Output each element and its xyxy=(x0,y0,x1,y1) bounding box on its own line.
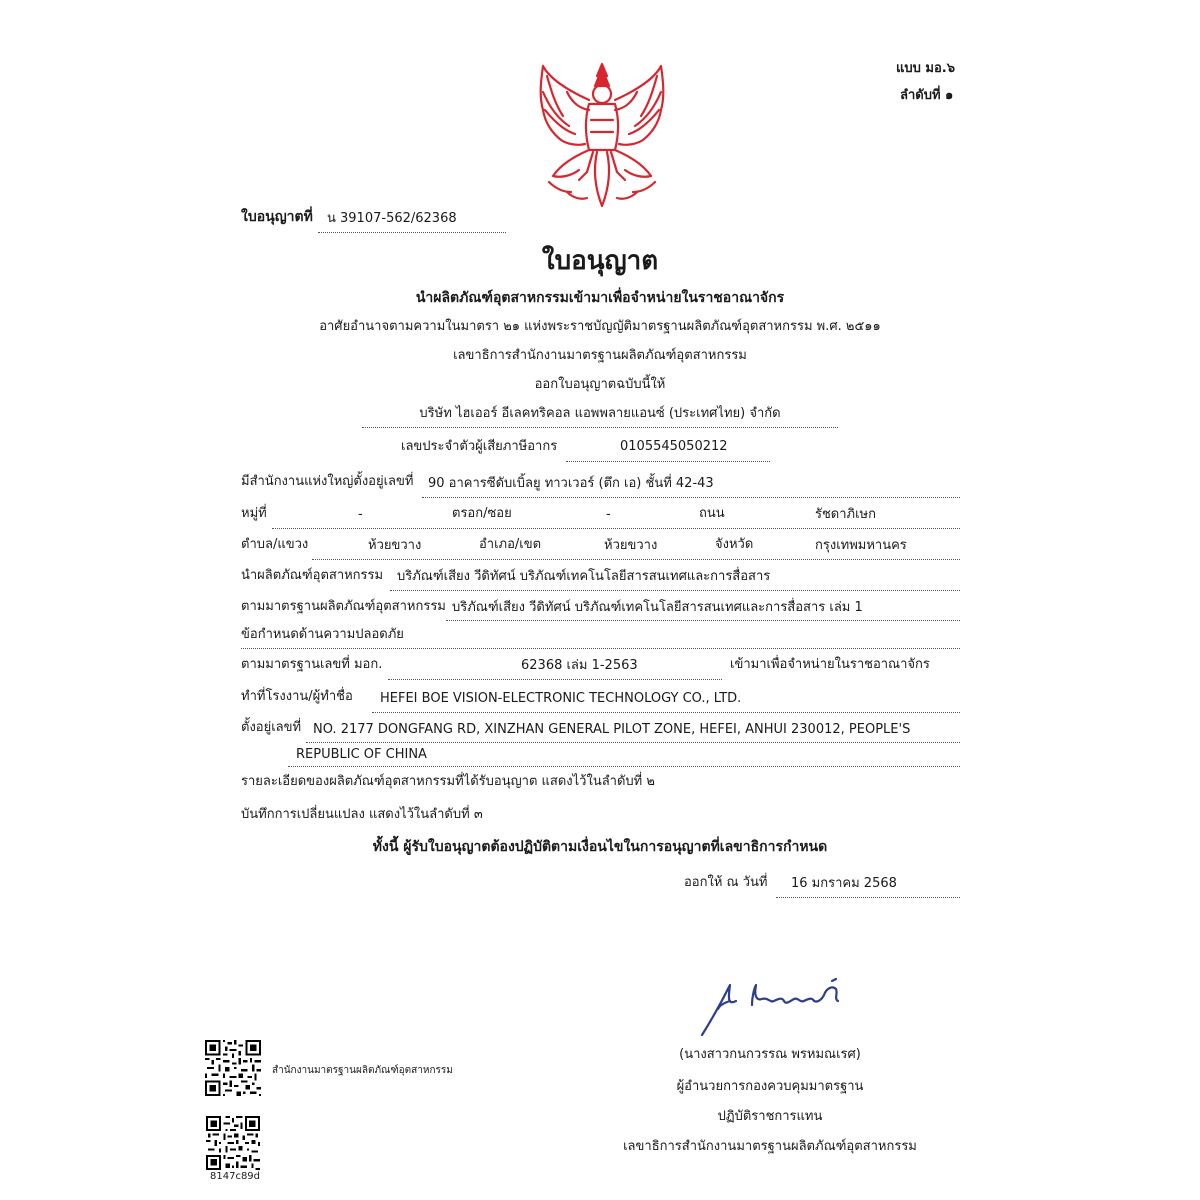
soi-label: ตรอก/ซอย xyxy=(452,506,512,521)
standard-label: ตามมาตรฐานผลิตภัณฑ์อุตสาหกรรม xyxy=(241,599,446,614)
detail-note: รายละเอียดของผลิตภัณฑ์อุตสาหกรรมที่ได้รับอนุญาต แสดงไว้ในลำดับที่ ๒ xyxy=(241,774,655,789)
form-order: ลำดับที่ ๑ xyxy=(900,88,954,103)
maker-label: ทำที่โรงงาน/ผู้ทำชื่อ xyxy=(241,689,353,704)
license-title: ใบอนุญาต xyxy=(541,246,659,276)
qr-code-text: 8147c89d xyxy=(210,1171,261,1182)
product-value: บริภัณฑ์เสียง วีดิทัศน์ บริภัณฑ์เทคโนโลยีสารสนเทศและการสื่อสาร xyxy=(397,569,771,584)
condition-note: ทั้งนี้ ผู้รับใบอนุญาตต้องปฏิบัติตามเงื่อนไขในการอนุญาตที่เลขาธิการกำหนด xyxy=(372,839,828,855)
moo-label: หมู่ที่ xyxy=(241,506,267,521)
tis-value: 62368 เล่ม 1-2563 xyxy=(521,658,638,673)
standard-dotline xyxy=(446,620,960,621)
issue-line: ออกใบอนุญาตฉบับนี้ให้ xyxy=(534,377,666,392)
standard-value: บริภัณฑ์เสียง วีดิทัศน์ บริภัณฑ์เทคโนโลยีสารสนเทศและการสื่อสาร เล่ม 1 xyxy=(452,600,863,615)
license-number-label: ใบอนุญาตที่ xyxy=(241,209,313,225)
signatory-name: (นางสาวกนกวรรณ พรหมณเรศ) xyxy=(679,1047,861,1062)
garuda-emblem-icon xyxy=(527,60,677,212)
maker-dotline xyxy=(372,712,960,713)
tis-label: ตามมาตรฐานเลขที่ มอก. xyxy=(241,657,383,672)
issued-date-value: 16 มกราคม 2568 xyxy=(791,876,897,891)
tis-dotline xyxy=(388,679,722,680)
hq-label: มีสำนักงานแห่งใหญ่ตั้งอยู่เลขที่ xyxy=(241,474,414,489)
moo-value: - xyxy=(358,507,363,522)
factory-addr-value1: NO. 2177 DONGFANG RD, XINZHAN GENERAL PILOT ZONE, HEFEI, ANHUI 230012, PEOPLE'S xyxy=(313,722,911,737)
tax-id-label: เลขประจำตัวผู้เสียภาษีอากร xyxy=(401,439,558,454)
factory-addr-label: ตั้งอยู่เลขที่ xyxy=(241,720,302,735)
tis-suffix: เข้ามาเพื่อจำหน่ายในราชอาณาจักร xyxy=(730,657,930,672)
signatory-office: เลขาธิการสำนักงานมาตรฐานผลิตภัณฑ์อุตสาหกรรม xyxy=(623,1139,917,1154)
license-subtitle: นำผลิตภัณฑ์อุตสาหกรรมเข้ามาเพื่อจำหน่ายในราชอาณาจักร xyxy=(415,290,785,306)
form-code: แบบ มอ.๖ xyxy=(896,61,955,76)
hq-value: 90 อาคารซีดับเบิ้ลยู ทาวเวอร์ (ตึก เอ) ชั้นที่ 42-43 xyxy=(428,476,714,491)
soi-value: - xyxy=(606,507,611,522)
moo-dotline xyxy=(272,528,960,529)
qr-code-icon xyxy=(205,1040,261,1096)
factory-addr-value2: REPUBLIC OF CHINA xyxy=(296,747,427,762)
standard-cont-dotline xyxy=(241,648,960,649)
tambon-dotline xyxy=(312,559,960,560)
qr-caption: สำนักงานมาตรฐานผลิตภัณฑ์อุตสาหกรรม xyxy=(272,1065,453,1076)
license-number-dotline xyxy=(318,232,506,233)
tambon-label: ตำบล/แขวง xyxy=(241,537,309,552)
province-value: กรุงเทพมหานคร xyxy=(815,538,907,553)
road-value: รัชดาภิเษก xyxy=(815,507,877,522)
amphoe-value: ห้วยขวาง xyxy=(604,538,658,553)
issued-date-dotline xyxy=(776,897,960,898)
province-label: จังหวัด xyxy=(715,537,754,552)
company-name: บริษัท ไฮเออร์ อีเลคทริคอล แอพพลายแอนซ์ (ประเทศไทย) จำกัด xyxy=(419,406,781,421)
maker-value: HEFEI BOE VISION-ELECTRONIC TECHNOLOGY CO., LTD. xyxy=(380,691,742,706)
standard-value-cont: ข้อกำหนดด้านความปลอดภัย xyxy=(241,627,404,642)
road-label: ถนน xyxy=(699,506,725,521)
issued-date-label: ออกให้ ณ วันที่ xyxy=(684,875,768,890)
secretary-line: เลขาธิการสำนักงานมาตรฐานผลิตภัณฑ์อุตสาหกรรม xyxy=(453,348,747,363)
product-dotline xyxy=(390,590,960,591)
hq-dotline xyxy=(422,497,960,498)
tambon-value: ห้วยขวาง xyxy=(368,538,422,553)
signatory-position: ผู้อำนวยการกองควบคุมมาตรฐาน xyxy=(676,1079,864,1094)
authority-line: อาศัยอำนาจตามความในมาตรา ๒๑ แห่งพระราชบัญญัติมาตรฐานผลิตภัณฑ์อุตสาหกรรม พ.ศ. ๒๕๑๑ xyxy=(319,319,881,334)
signatory-acting: ปฏิบัติราชการแทน xyxy=(717,1109,823,1124)
tax-id-dotline xyxy=(566,461,770,462)
company-dotline xyxy=(362,427,838,428)
changes-note: บันทึกการเปลี่ยนแปลง แสดงไว้ในลำดับที่ ๓ xyxy=(241,807,483,822)
qr-code-2-icon xyxy=(206,1116,260,1170)
factory-addr-cont-dotline xyxy=(288,766,960,767)
signature-icon xyxy=(690,975,860,1045)
product-label: นำผลิตภัณฑ์อุตสาหกรรม xyxy=(241,568,384,583)
tax-id-value: 0105545050212 xyxy=(620,439,728,454)
license-number-value: น 39107-562/62368 xyxy=(327,211,457,226)
factory-addr-dotline xyxy=(306,742,960,743)
amphoe-label: อำเภอ/เขต xyxy=(479,537,542,552)
